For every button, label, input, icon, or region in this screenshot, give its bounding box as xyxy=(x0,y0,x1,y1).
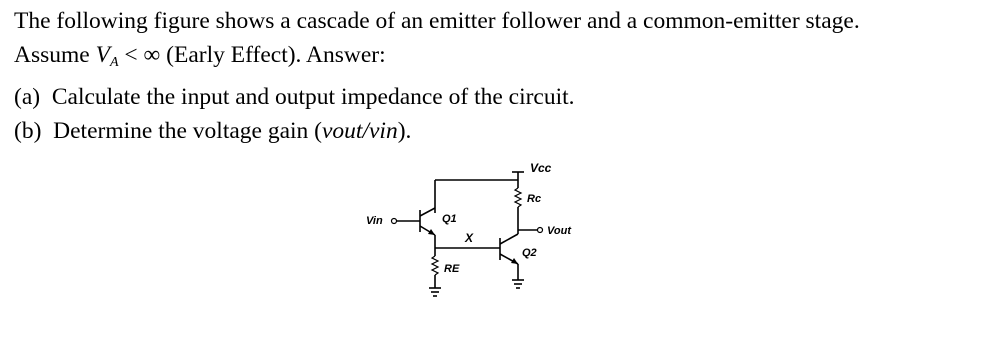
problem-line-1 xyxy=(14,4,984,38)
assume-condition: < ∞ (Early Effect). Answer: xyxy=(118,42,386,68)
q1-collector-leg xyxy=(420,208,435,216)
problem-line-2 xyxy=(14,38,984,80)
vcc-label: Vcc xyxy=(530,161,552,175)
problem-statement xyxy=(14,4,984,148)
q2-label: Q2 xyxy=(522,247,537,259)
q1-label: Q1 xyxy=(442,213,457,225)
node-x-label: X xyxy=(465,231,474,245)
re-label: RE xyxy=(444,263,460,275)
part-a xyxy=(14,80,984,114)
circuit-diagram xyxy=(350,158,610,308)
voltage-gain-ratio: vout/vin xyxy=(322,118,398,144)
vin-label: Vin xyxy=(366,215,383,227)
part-a-text: Calculate the input and output impedance of the circuit. xyxy=(51,84,575,110)
vout-label: Vout xyxy=(547,225,572,237)
rc-resistor xyxy=(515,188,521,207)
assume-prefix: Assume xyxy=(14,42,96,68)
part-b-label: (b) xyxy=(14,118,42,144)
vout-terminal xyxy=(538,228,543,233)
early-voltage-subscript: A xyxy=(109,55,119,70)
rc-label: Rc xyxy=(527,193,542,205)
part-b-text-suffix: ). xyxy=(397,118,412,144)
q2-collector-leg xyxy=(500,234,518,244)
vin-terminal xyxy=(392,219,397,224)
part-a-label: (a) xyxy=(14,84,41,110)
re-resistor xyxy=(432,256,438,275)
early-voltage-symbol: V xyxy=(95,42,110,68)
part-b xyxy=(14,114,984,148)
part-b-text-prefix: Determine the voltage gain ( xyxy=(53,118,322,144)
problem-intro-text: The following figure shows a cascade of an emitter follower and a common-emitter stage. xyxy=(14,8,860,34)
